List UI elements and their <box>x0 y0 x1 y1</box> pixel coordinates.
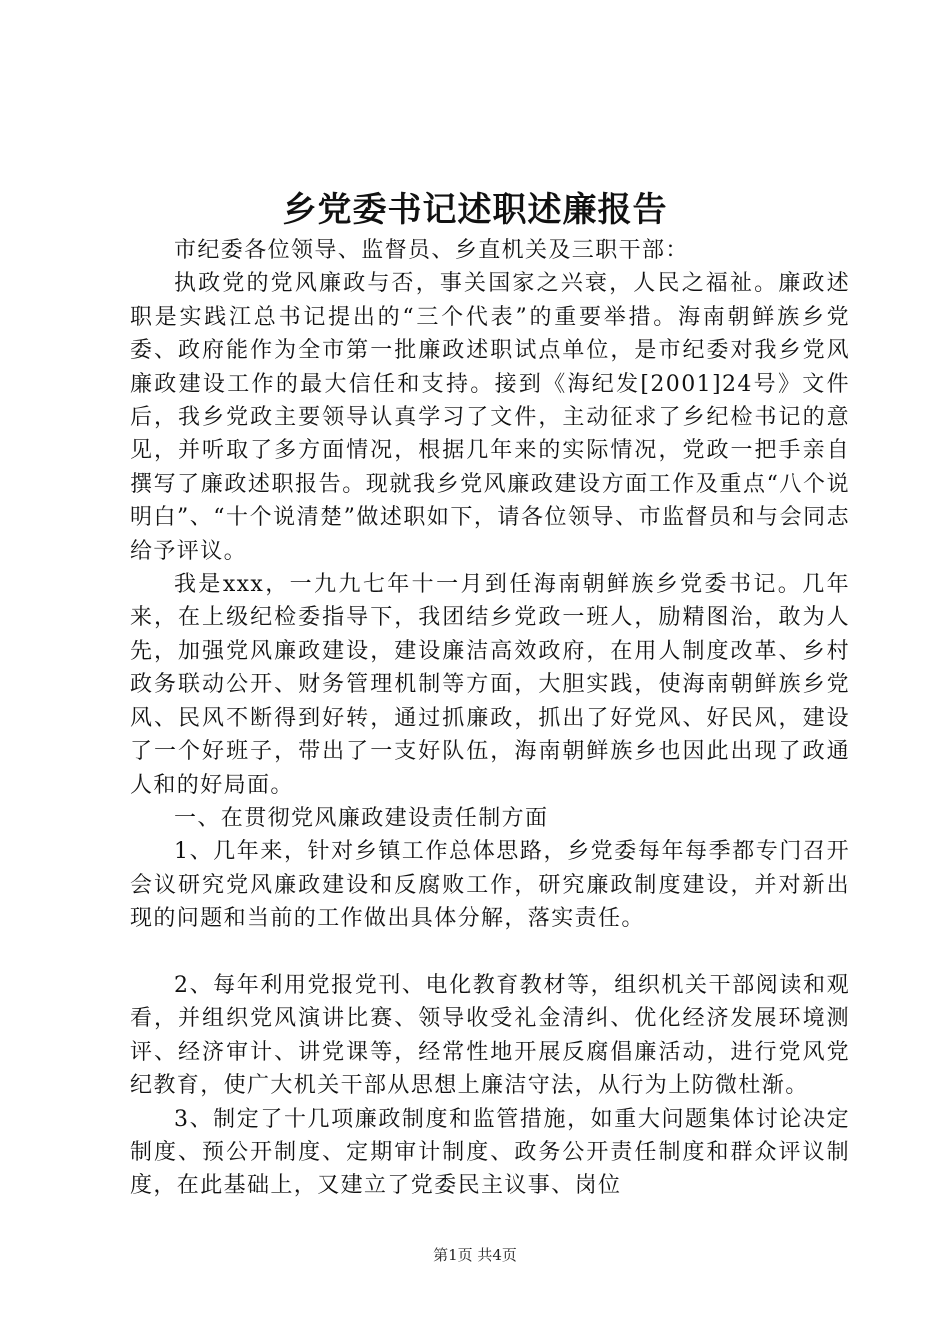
self-intro-paragraph: 我是xxx，一九九七年十一月到任海南朝鲜族乡党委书记。几年来，在上级纪检委指导下，我团结乡党政一班人，励精图治，敢为人先，加强党风廉政建设，建设廉洁高效政府，在用人制度改革、乡村政务联动公开、财务管理机制等方面，大胆实践，使海南朝鲜族乡党风、民风不断得到好转，通过抓廉政，抓出了好党风、好民风，建设了一个好班子，带出了一支好队伍，海南朝鲜族乡也因此出现了政通人和的好局面。 <box>130 572 850 798</box>
section-heading: 一、在贯彻党风廉政建设责任制方面 <box>174 805 549 831</box>
item-paragraph-3: 3、制定了十几项廉政制度和监管措施，如重大问题集体讨论决定制度、预公开制度、定期审计制度、政务公开责任制度和群众评议制度，在此基础上，又建立了党委民主议事、岗位 <box>130 1106 850 1199</box>
document-body <box>130 234 850 1203</box>
intro-paragraph: 执政党的党风廉政与否，事关国家之兴衰，人民之福祉。廉政述职是实践江总书记提出的“三个代表”的重要举措。海南朝鲜族乡党委、政府能作为全市第一批廉政述职试点单位，是市纪委对我乡党风廉政建设工作的最大信任和支持。接到《海纪发[2001]24号》文件后，我乡党政主要领导认真学习了文件，主动征求了乡纪检书记的意见，并听取了多方面情况，根据几年来的实际情况，党政一把手亲自撰写了廉政述职报告。现就我乡党风廉政建设方面工作及重点“八个说明白”、“十个说清楚”做述职如下，请各位领导、市监督员和与会同志给予评议。 <box>130 271 850 564</box>
item-paragraph-1: 1、几年来，针对乡镇工作总体思路，乡党委每年每季都专门召开会议研究党风廉政建设和反腐败工作，研究廉政制度建设，并对新出现的问题和当前的工作做出具体分解，落实责任。 <box>130 839 850 932</box>
blank-line <box>130 936 850 969</box>
document-title: 乡党委书记述职述廉报告 <box>282 190 668 230</box>
item-paragraph-2: 2、每年利用党报党刊、电化教育教材等，组织机关干部阅读和观看，并组织党风演讲比赛、领导收受礼金清纠、优化经济发展环境测评、经济审计、讲党课等，经常性地开展反腐倡廉活动，进行党风党纪教育，使广大机关干部从思想上廉洁守法，从行为上防微杜渐。 <box>130 972 850 1099</box>
salutation-paragraph: 市纪委各位领导、监督员、乡直机关及三职干部： <box>174 238 689 263</box>
page-footer: 第1页 共4页 <box>433 1246 517 1264</box>
